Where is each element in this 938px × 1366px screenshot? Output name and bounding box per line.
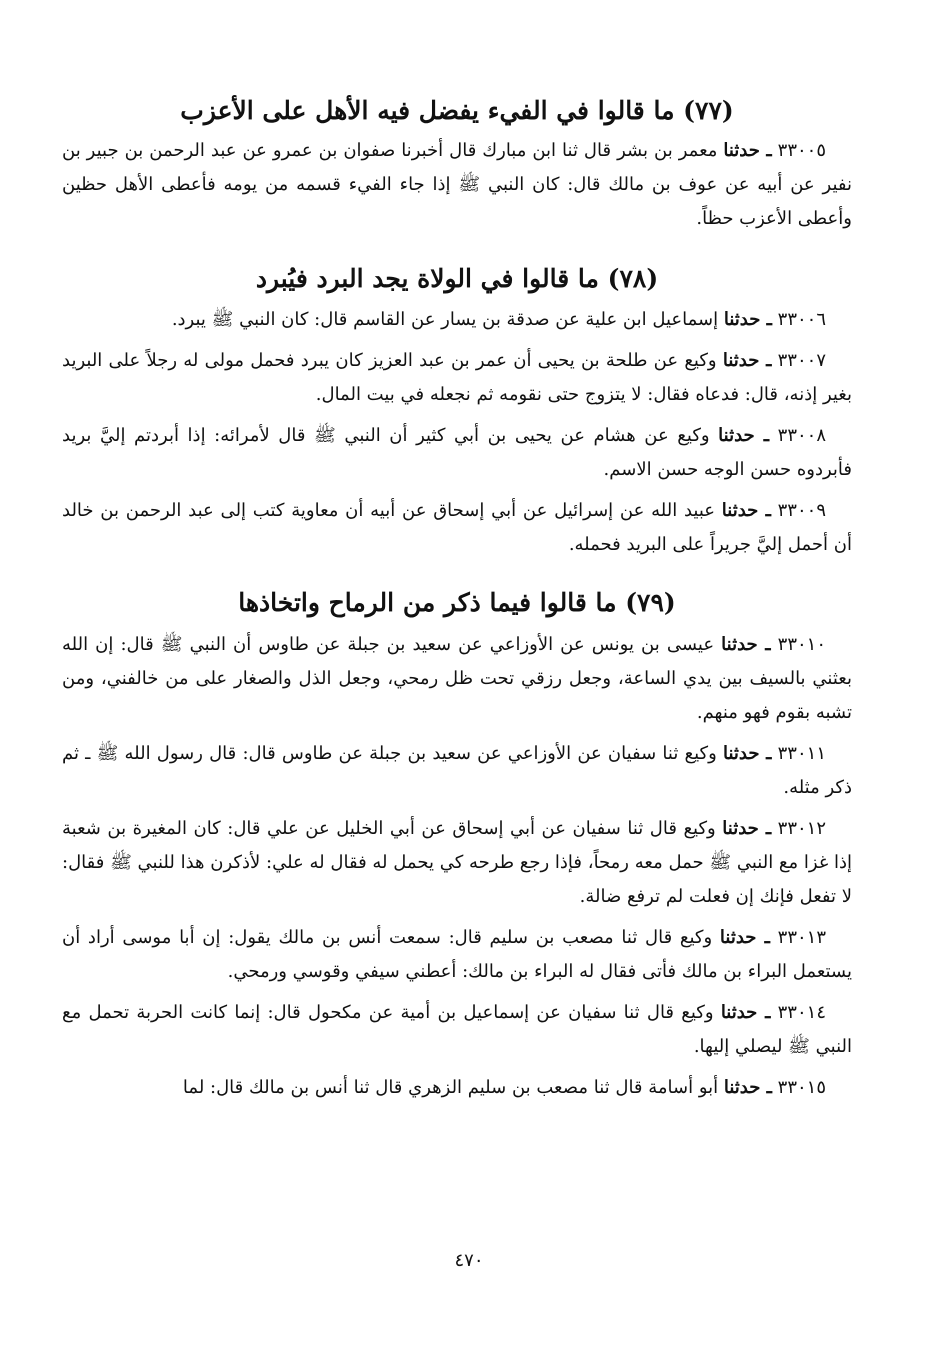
hadith-entry-33010: ٣٣٠١٠ ـ حدثنا عيسى بن يونس عن الأوزاعي عن سعيد بن جبلة عن طاوس أن النبي ﷺ قال: إن الله بعثني بالسيف بين يدي الساعة، وجعل رزقي تحت ظل رمحي، وجعل الذل والصغار على من خالفني، ومن تشبه بقوم فهو منهم. [62,633,852,723]
hadith-entry-33009: ٣٣٠٠٩ ـ حدثنا عبيد الله عن إسرائيل عن أبي إسحاق عن أبيه أن معاوية كتب إلى عبد الرحمن بن خالد أن أحمل إليَّ جريراً على البريد فحمله. [62,500,852,555]
hadith-entry-33005: ٣٣٠٠٥ ـ حدثنا معمر بن بشر قال ثنا ابن مبارك قال أخبرنا صفوان بن عمرو عن عبد الرحمن بن جبير بن نفير عن أبيه عن عوف بن مالك قال: كان النبي ﷺ إذا جاء الفيء قسمه من يومه فأعطى الأهل حظين وأعطى الأعزب حظاً. [62,139,852,229]
hadith-entry-33015: ٣٣٠١٥ ـ حدثنا أبو أسامة قال ثنا مصعب بن سليم الزهري قال ثنا أنس بن مالك قال: لما [182,1076,826,1098]
hadith-entry-33006: ٣٣٠٠٦ ـ حدثنا إسماعيل ابن علية عن صدقة بن يسار عن القاسم قال: كان النبي ﷺ يبرد. [171,309,826,330]
hadith-entry-33012: ٣٣٠١٢ ـ حدثنا وكيع قال ثنا سفيان عن أبي إسحاق عن أبي الخليل عن علي قال: كان المغيرة بن شعبة إذا غزا مع النبي ﷺ حمل معه رمحاً، فإذا رجع طرحه كي يحمل له فقال له علي: لأذكرن هذا للنبي ﷺ فقال: لا تفعل فإنك إن فعلت لم ترفع ضالة. [62,817,852,907]
page-number: ٤٧٠ [454,1250,484,1271]
hadith-entry-33014: ٣٣٠١٤ ـ حدثنا وكيع قال ثنا سفيان عن إسماعيل بن أمية عن مكحول قال: إنما كانت الحربة تحمل مع النبي ﷺ ليصلي إليها. [62,1001,852,1057]
hadith-entry-33013: ٣٣٠١٣ ـ حدثنا وكيع قال ثنا مصعب بن سليم قال: سمعت أنس بن مالك يقول: إن أبا موسى أراد أن يستعمل البراء بن مالك فأتى فقال له البراء بن مالك: أعطني سيفي وقوسي ورمحي. [62,926,852,982]
section-heading-77: (٧٧) ما قالوا في الفيء يفضل فيه الأهل على الأعزب [180,96,734,125]
hadith-entry-33011: ٣٣٠١١ ـ حدثنا وكيع ثنا سفيان عن الأوزاعي عن سعيد بن جبلة عن طاوس قال: قال رسول الله ﷺ ـ ثم ذكر مثله. [62,742,852,798]
book-page [62,92,852,1112]
section-heading-78: (٧٨) ما قالوا في الولاة يجد البرد فيُبرد [255,263,659,293]
hadith-entry-33008: ٣٣٠٠٨ ـ حدثنا وكيع عن هشام عن يحيى بن أبي كثير أن النبي ﷺ قال لأمرائه: إذا أبردتم إليَّ بريد فأبردوه حسن الوجه حسن الاسم. [62,425,852,480]
section-heading-79: (٧٩) ما قالوا فيما ذكر من الرماح واتخاذها [238,588,676,617]
hadith-entry-33007: ٣٣٠٠٧ ـ حدثنا وكيع عن طلحة بن يحيى أن عمر بن عبد العزيز كان يبرد فحمل مولى له رجلاً على البريد بغير إذنه، قال: فدعاه فقال: لا يتزوج حتى نقومه ثم نجعله في بيت المال. [62,350,852,405]
